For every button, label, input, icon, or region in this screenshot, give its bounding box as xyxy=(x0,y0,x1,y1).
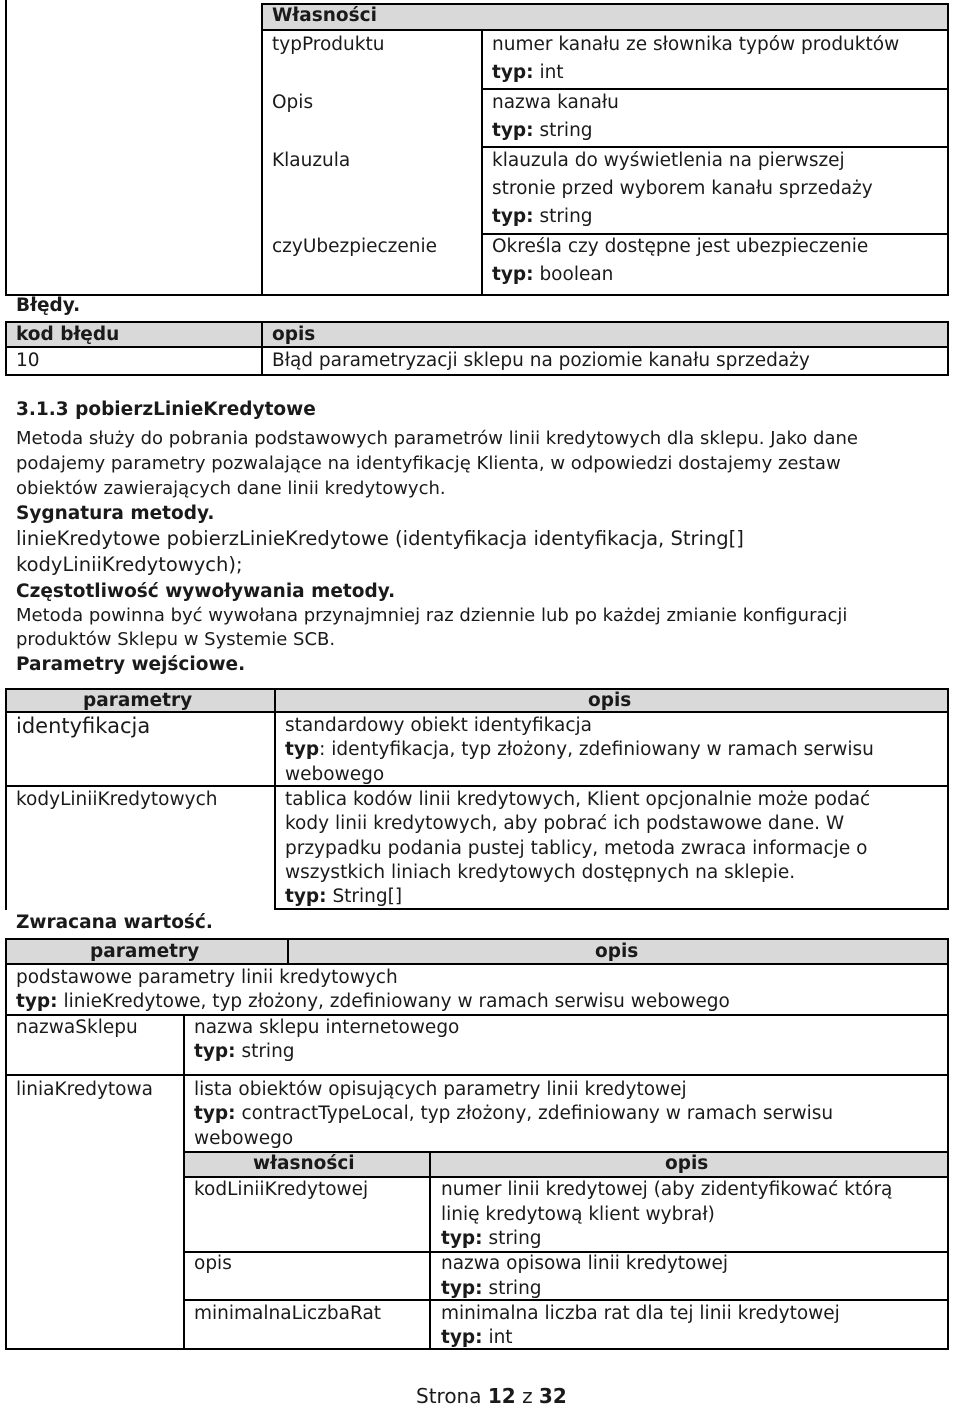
prop-type: typ: int xyxy=(492,62,564,83)
inner-prop-name: opis xyxy=(194,1253,232,1274)
return-name: liniaKredytowa xyxy=(16,1079,153,1100)
bledy-kod: 10 xyxy=(16,350,40,371)
footer-prefix: Strona xyxy=(416,1384,482,1408)
prop-desc: nazwa kanału xyxy=(492,92,619,113)
intro-line: obiektów zawierających dane linii kredytowych. xyxy=(16,478,446,499)
prop-desc: klauzula do wyświetlenia na pierwszej xyxy=(492,150,845,171)
czestotliwosc-line: produktów Sklepu w Systemie SCB. xyxy=(16,629,336,650)
param-desc: przypadku podania pustej tablicy, metoda zwraca informacje o xyxy=(285,838,868,859)
param-desc: standardowy obiekt identyfikacja xyxy=(285,715,592,736)
bledy-title: Błędy. xyxy=(16,295,81,316)
wlasnosci-header: Własności xyxy=(272,5,377,26)
bledy-col-kod: kod błędu xyxy=(16,324,120,345)
inner-prop-name: minimalnaLiczbaRat xyxy=(194,1303,382,1324)
prop-name: Klauzula xyxy=(272,150,351,171)
param-desc: kody linii kredytowych, aby pobrać ich podstawowe dane. W xyxy=(285,813,845,834)
param-name: identyfikacja xyxy=(16,714,151,738)
param-desc: tablica kodów linii kredytowych, Klient opcjonalnie może podać xyxy=(285,789,871,810)
zwracana-col-parametry: parametry xyxy=(90,941,200,962)
params-col-parametry: parametry xyxy=(83,690,193,711)
param-type: typ: String[] xyxy=(285,886,403,907)
inner-prop-type: typ: int xyxy=(441,1327,513,1348)
prop-desc: numer kanału ze słownika typów produktów xyxy=(492,34,900,55)
zwracana-col-opis: opis xyxy=(595,941,639,962)
param-desc: typ: identyfikacja, typ złożony, zdefiniowany w ramach serwisu xyxy=(285,739,874,760)
inner-prop-name: kodLiniiKredytowej xyxy=(194,1179,369,1200)
params-col-opis: opis xyxy=(588,690,632,711)
return-name: nazwaSklepu xyxy=(16,1017,138,1038)
bledy-col-opis: opis xyxy=(272,324,316,345)
prop-name: typProduktu xyxy=(272,34,385,55)
parametry-title: Parametry wejściowe. xyxy=(16,654,246,675)
prop-name: czyUbezpieczenie xyxy=(272,236,437,257)
inner-prop-desc: linię kredytową klient wybrał) xyxy=(441,1204,715,1225)
intro-line: podajemy parametry pozwalające na identyfikację Klienta, w odpowiedzi dostajemy zestaw xyxy=(16,453,841,474)
return-desc: webowego xyxy=(194,1128,294,1149)
footer-total: 32 xyxy=(538,1384,567,1408)
return-type: typ: string xyxy=(194,1041,295,1062)
zwracana-desc: typ: linieKredytowe, typ złożony, zdefiniowany w ramach serwisu webowego xyxy=(16,991,730,1012)
param-desc: wszystkich liniach kredytowych dostępnych na sklepie. xyxy=(285,862,796,883)
czestotliwosc-line: Metoda powinna być wywołana przynajmniej raz dziennie lub po każdej zmianie konfiguracji xyxy=(16,605,848,626)
page-footer xyxy=(416,1384,567,1408)
prop-desc: stronie przed wyborem kanału sprzedaży xyxy=(492,178,873,199)
return-desc: nazwa sklepu internetowego xyxy=(194,1017,460,1038)
footer-sep: z xyxy=(522,1384,533,1408)
inner-col-wlasnosci: własności xyxy=(253,1153,355,1174)
sygnatura-line: kodyLiniiKredytowych); xyxy=(16,553,243,576)
inner-prop-type: typ: string xyxy=(441,1228,542,1249)
sygnatura-title: Sygnatura metody. xyxy=(16,503,215,524)
sygnatura-line: linieKredytowe pobierzLinieKredytowe (identyfikacja identyfikacja, String[] xyxy=(16,527,744,550)
intro-line: Metoda służy do pobrania podstawowych parametrów linii kredytowych dla sklepu. Jako dane xyxy=(16,428,858,449)
return-desc: typ: contractTypeLocal, typ złożony, zdefiniowany w ramach serwisu xyxy=(194,1103,834,1124)
footer-page: 12 xyxy=(487,1384,516,1408)
prop-type: typ: string xyxy=(492,120,593,141)
prop-type: typ: boolean xyxy=(492,264,614,285)
czestotliwosc-title: Częstotliwość wywoływania metody. xyxy=(16,581,396,602)
prop-name: Opis xyxy=(272,92,314,113)
inner-prop-desc: minimalna liczba rat dla tej linii kredytowej xyxy=(441,1303,840,1324)
prop-desc: Określa czy dostępne jest ubezpieczenie xyxy=(492,236,869,257)
return-desc: lista obiektów opisujących parametry linii kredytowej xyxy=(194,1079,687,1100)
inner-prop-type: typ: string xyxy=(441,1278,542,1299)
prop-type: typ: string xyxy=(492,206,593,227)
section-heading: 3.1.3 pobierzLinieKredytowe xyxy=(16,399,316,420)
zwracana-desc: podstawowe parametry linii kredytowych xyxy=(16,967,398,988)
inner-col-opis: opis xyxy=(665,1153,709,1174)
inner-prop-desc: nazwa opisowa linii kredytowej xyxy=(441,1253,729,1274)
inner-prop-desc: numer linii kredytowej (aby zidentyfikować którą xyxy=(441,1179,893,1200)
zwracana-title: Zwracana wartość. xyxy=(16,912,213,933)
param-name: kodyLiniiKredytowych xyxy=(16,789,218,810)
bledy-opis: Błąd parametryzacji sklepu na poziomie kanału sprzedaży xyxy=(272,350,810,371)
param-desc: webowego xyxy=(285,764,385,785)
